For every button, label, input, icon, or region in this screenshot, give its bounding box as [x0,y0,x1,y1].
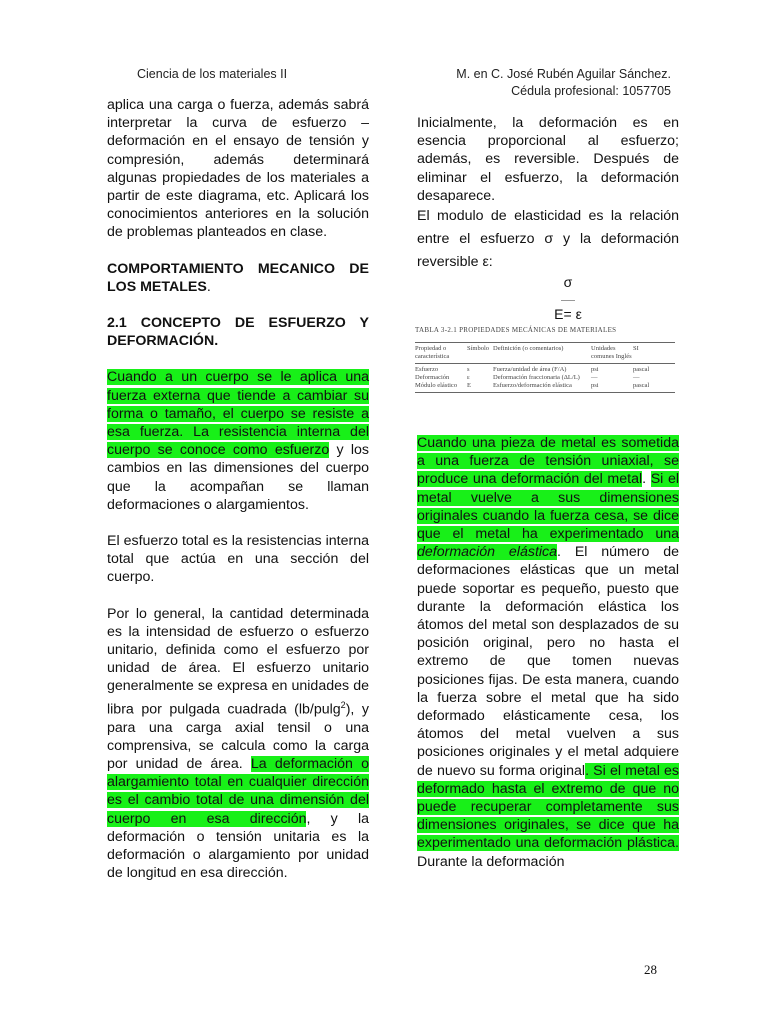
formula-lhs: E= [554,306,572,323]
fraction-bar [561,300,575,301]
highlighted-text: Cuando una pieza de metal es sometida a una fuerza de tensión uniaxial, se produce una deformación del metal [417,435,679,488]
formula-numerator: σ [563,274,573,291]
spacer [107,350,369,368]
modulus-formula [457,274,679,322]
definition-paragraph: Cuando a un cuerpo se le aplica una fuerza externa que tiende a cambiar su forma o tamaño, el cuerpo se resiste a esa fuerza. La resistencia interna del cuerpo se conoce como esfuerzo y los cambios en las dimensiones del cuerpo que la acompañan se llaman deformaciones o alargamientos. [107,369,369,513]
table-title: TABLA 3-2.1 PROPIEDADES MECÁNICAS DE MATERIALES [415,326,617,334]
subsection-heading: 2.1 CONCEPTO DE ESFUERZO Y DEFORMACIÓN. [107,315,369,350]
mechanical-properties-table [415,326,675,416]
total-stress-paragraph: El esfuerzo total es la resistencias interna total que actúa en una sección del cuerpo. [107,533,369,586]
spacer [107,587,369,605]
page-number: 28 [644,962,657,977]
highlighted-text: . Si el metal es deformado hasta el extremo de que no puede recuperar completamente sus dimensiones originales, se dice que ha experimentado una deformación plástica. [417,762,679,852]
author-line: M. en C. José Rubén Aguilar Sánchez. [456,67,671,81]
highlighted-text: Si el metal vuelve a sus dimensiones originales cuando la fuerza cesa, se dice que el metal ha experimentado una deformación elástica [417,471,679,561]
right-column-top [417,114,679,322]
table-header-row: Propiedad o característica Símbolo Definición (o comentarios) Unidades comunes Inglés SI [415,345,639,360]
unit-stress-paragraph: Por lo general, la cantidad determinada es la intensidad de esfuerzo o esfuerzo unitario, definida como el esfuerzo por unidad de área. El esfuerzo unitario generalmente se expresa en unidades de libra por pulgada cuadrada (lb/pulg$^2$), y para una carga axial tensil o una comprensiva, se calcula como la carga por unidad de área. La deformación o alargamiento total en cualquier dirección es el cambio total de una dimensión del cuerpo en esa dirección, y la deformación o tensión unitaria es la deformación o alargamiento por unidad de longitud en esa dirección. [107,605,370,882]
highlighted-text: La deformación o alargamiento total en cualquier dirección es el cambio total de una dimensión del cuerpo en esa dirección [107,756,369,827]
table-row: Módulo elástico E Esfuerzo/deformación elástica psi pascal [415,382,650,389]
formula-denominator: ε [575,306,582,323]
right-column-bottom [417,434,679,871]
left-column [107,96,369,882]
section-heading: COMPORTAMIENTO MECANICO DE LOS METALES. [107,260,369,295]
spacer [107,242,369,260]
proportional-paragraph: Inicialmente, la deformación es en esencia proporcional al esfuerzo; además, es reversible. Después de eliminar el esfuerzo, la deformación desaparece. [417,115,679,204]
intro-paragraph: aplica una carga o fuerza, además sabrá interpretar la curva de esfuerzo – deformación en el ensayo de tensión y compresión, además determinará algunas propiedades de los materiales a partir de este diagrama, etc. Aplicará los conocimientos anteriores en la solución de problemas planteados en clase. [107,97,369,241]
spacer [107,296,369,314]
table-row: Deformación ε Deformación fraccionaria (ΔL/L) — — [415,374,640,381]
running-header-left: Ciencia de los materiales II [137,67,288,81]
deformation-paragraph: Cuando una pieza de metal es sometida a una fuerza de tensión uniaxial, se produce una deformación del metal. Si el metal vuelve a sus dimensiones originales cuando la fuerza cesa, se dice que el metal ha experimentado una deformación elástica. El número de deformaciones elásticas que un metal puede soportar es pequeño, puesto que durante la deformación elástica los átomos del metal son desplazados de su posición original, pero no hasta el extremo de que tomen nuevas posiciones fijas. De esta manera, cuando la fuerza sobre el metal que ha sido deformado elásticamente cesa, los átomos del metal vuelven a sus posiciones originales y el metal adquiere de nuevo su forma original. Si el metal es deformado hasta el extremo de que no puede recuperar completamente sus dimensiones originales, se dice que ha experimentado una deformación plástica. Durante la deformación [417,435,679,870]
table-row: Esfuerzo s Fuerza/unidad de área (F/A) psi pascal [415,366,650,373]
running-header-right [456,66,671,100]
license-line: Cédula profesional: 1057705 [511,84,671,98]
modulus-paragraph: El modulo de elasticidad es la relación entre el esfuerzo σ y la deformación reversible ε: [417,208,679,271]
spacer [107,514,369,532]
highlighted-text: Cuando a un cuerpo se le aplica una fuerza externa que tiende a cambiar su forma o tamaño, el cuerpo se resiste a esa fuerza. La resistencia interna del cuerpo se conoce como esfuerzo [107,369,369,459]
